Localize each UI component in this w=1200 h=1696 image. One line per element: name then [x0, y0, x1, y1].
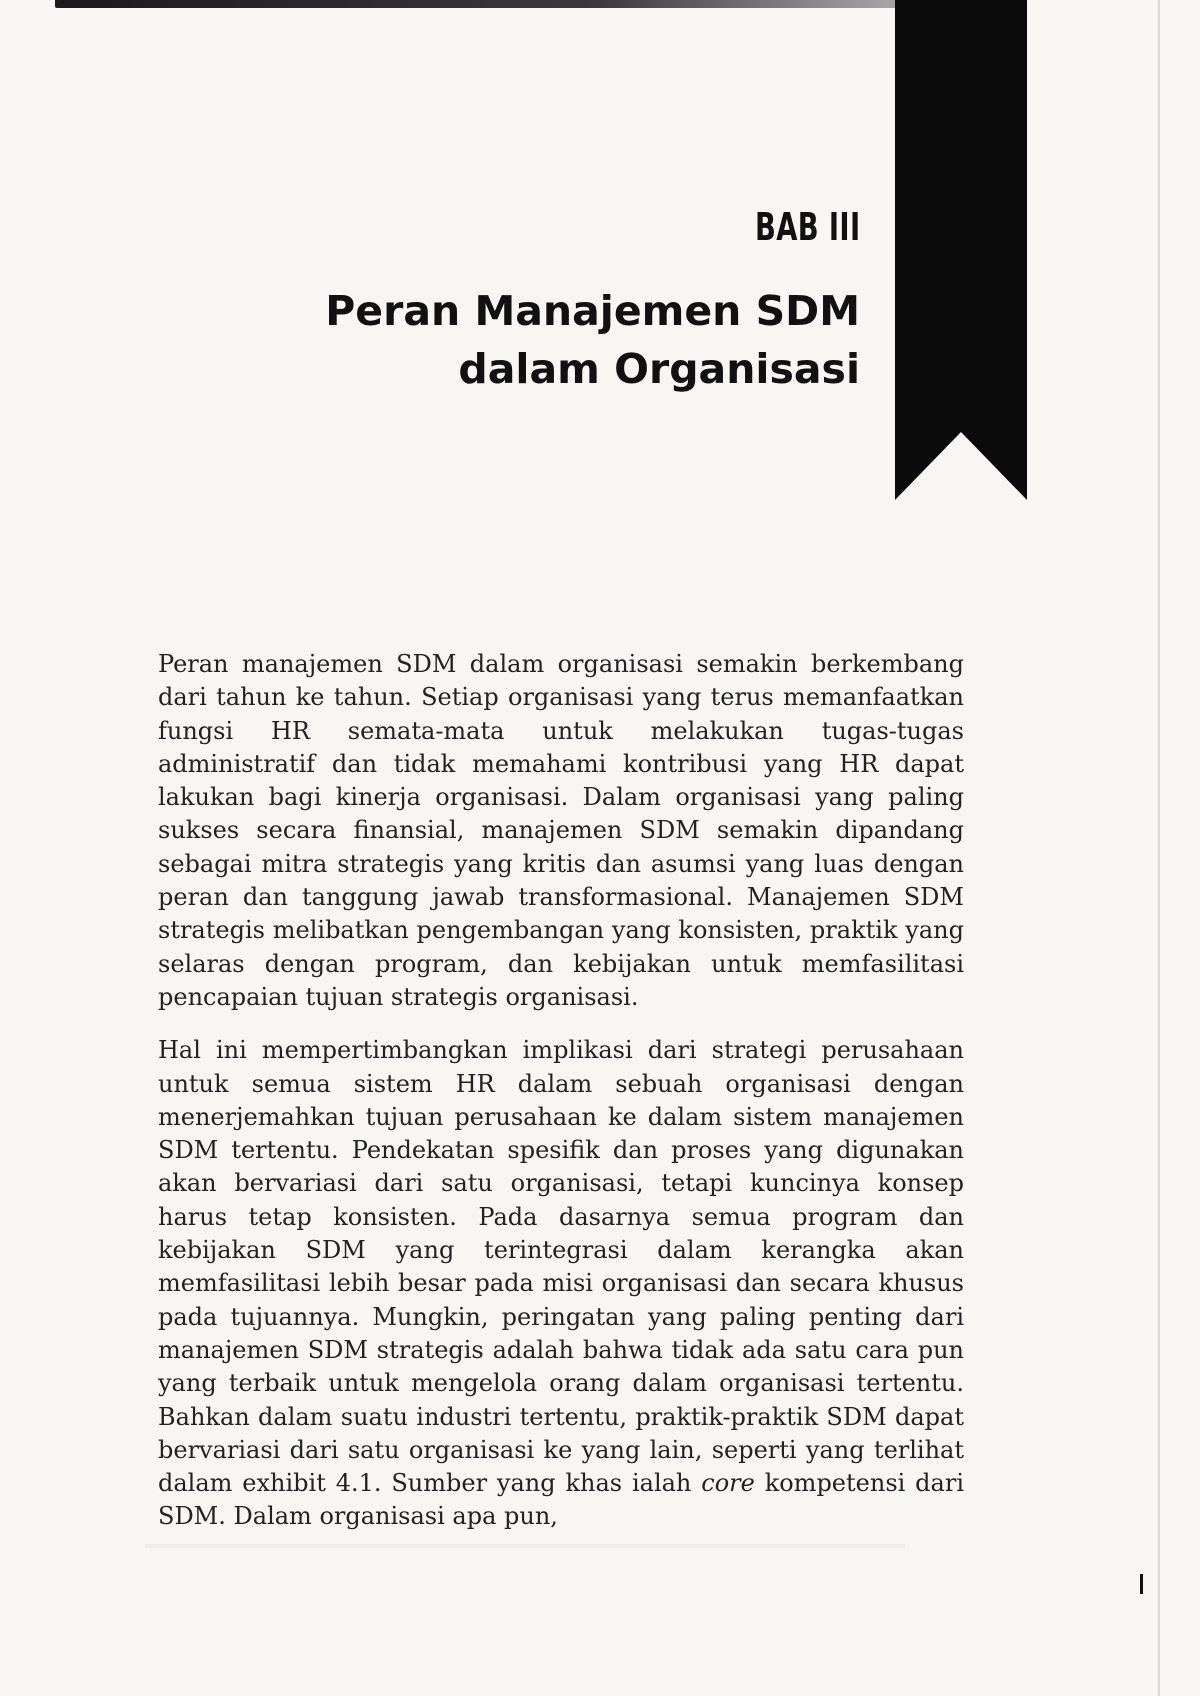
chapter-title-line-1: Peran Manajemen SDM: [325, 287, 860, 335]
paragraph-2-italic-term: core: [701, 1469, 755, 1498]
paragraph-1: [158, 648, 964, 1014]
scan-edge-mark: [1140, 1574, 1143, 1594]
page-edge: [1158, 0, 1160, 1696]
chapter-bookmark-ribbon: [895, 0, 1027, 500]
chapter-title: [300, 282, 860, 398]
scan-smudge: [145, 1544, 905, 1548]
paragraph-2-text: Hal ini mempertimbangkan implikasi dari strategi perusahaan untuk semua sistem HR dalam sebuah organisasi dengan menerjemahkan tujuan perusahaan ke dalam sistem manajemen SDM tertentu. Pendekatan spesifik dan proses yang digunakan akan bervariasi dari satu organisasi, tetapi kuncinya konsep harus tetap konsisten. Pada dasarnya semua program dan kebijakan SDM yang terintegrasi dalam kerangka akan memfasilitasi lebih besar pada misi organisasi dan secara khusus pada tujuannya. Mungkin, peringatan yang paling penting dari manajemen SDM strategis adalah bahwa tidak ada satu cara pun yang terbaik untuk mengelola orang dalam organisasi tertentu. Bahkan dalam suatu industri tertentu, praktik-praktik SDM dapat bervariasi dari satu organisasi ke yang lain, seperti yang terlihat dalam exhibit 4.1. Sumber yang khas ialah: [158, 1036, 964, 1498]
paragraph-1-text: Peran manajemen SDM dalam organisasi semakin berkembang dari tahun ke tahun. Setiap organisasi yang terus memanfaatkan fungsi HR semata-mata untuk melakukan tugas-tugas administratif dan tidak memahami kontribusi yang HR dapat lakukan bagi kinerja organisasi. Dalam organisasi yang paling sukses secara finansial, manajemen SDM semakin dipandang sebagai mitra strategis yang kritis dan asumsi yang luas dengan peran dan tanggung jawab transformasional. Manajemen SDM strategis melibatkan pengembangan yang konsisten, praktik yang selaras dengan program, dan kebijakan untuk memfasilitasi pencapaian tujuan strategis organisasi.: [158, 650, 964, 1011]
chapter-label: BAB III: [754, 205, 860, 249]
scan-top-edge: [55, 0, 960, 8]
paragraph-2-text-end: kompetensi dari SDM. Dalam organisasi apa pun,: [158, 1469, 964, 1531]
paragraph-2: [158, 1034, 964, 1533]
chapter-title-line-2: dalam Organisasi: [458, 345, 860, 393]
body-text: [158, 648, 964, 1534]
